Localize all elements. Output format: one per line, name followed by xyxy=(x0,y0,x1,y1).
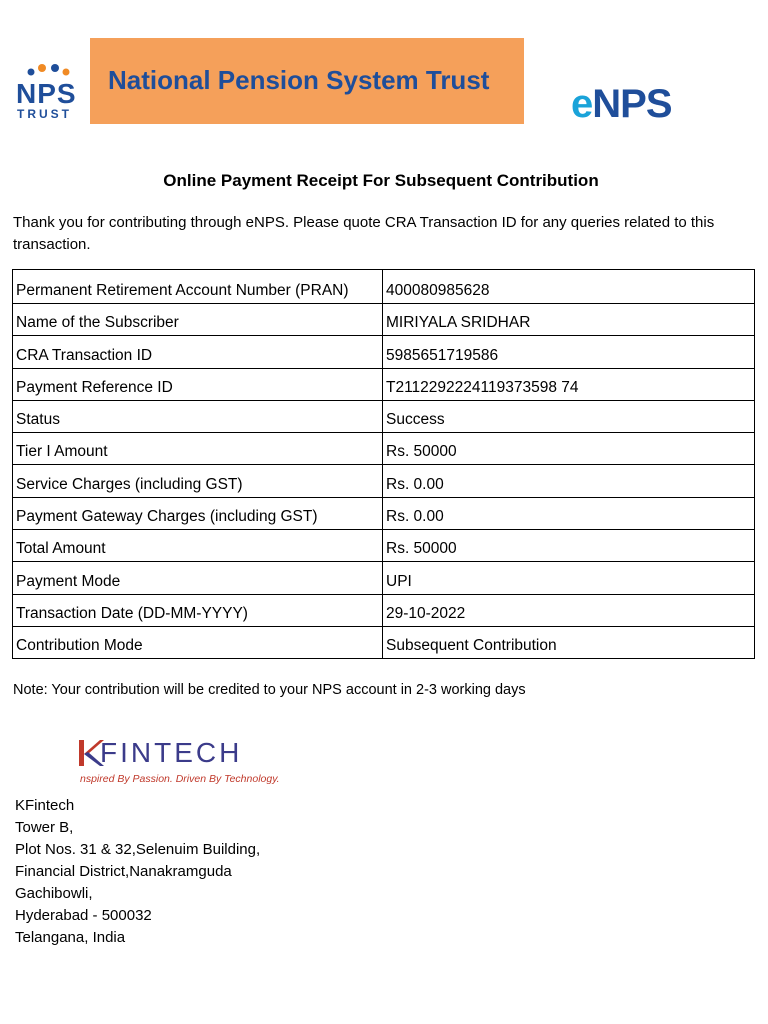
nps-logo-subtext: TRUST xyxy=(17,107,72,121)
table-row xyxy=(13,304,755,336)
kfintech-logo xyxy=(78,736,278,790)
address-line: Gachibowli, xyxy=(15,885,93,902)
table-row xyxy=(13,626,755,658)
address-line: Plot Nos. 31 & 32,Selenuim Building, xyxy=(15,841,261,858)
row-label: Status xyxy=(13,400,383,432)
enps-logo-e: e xyxy=(571,82,593,126)
table-row xyxy=(13,562,755,594)
table-row xyxy=(13,530,755,562)
table-row xyxy=(13,400,755,432)
receipt-title: Online Payment Receipt For Subsequent Contribution xyxy=(163,171,599,190)
receipt-details-body xyxy=(13,270,755,659)
row-label: Payment Gateway Charges (including GST) xyxy=(13,497,383,529)
table-row xyxy=(13,594,755,626)
row-label: Total Amount xyxy=(13,530,383,562)
banner-title: National Pension System Trust xyxy=(108,65,490,95)
credit-note: Note: Your contribution will be credited to your NPS account in 2-3 working days xyxy=(13,682,526,698)
nps-logo-dots-icon xyxy=(26,60,72,76)
kfintech-tagline: nspired By Passion. Driven By Technology. xyxy=(80,773,280,785)
row-value: Rs. 0.00 xyxy=(383,497,755,529)
address-line: Financial District,Nanakramguda xyxy=(15,863,232,880)
row-value: 29-10-2022 xyxy=(383,594,755,626)
row-value: Rs. 0.00 xyxy=(383,465,755,497)
kfintech-wordmark: FINTECH xyxy=(100,737,243,768)
nps-trust-logo xyxy=(12,38,98,124)
table-row xyxy=(13,270,755,304)
receipt-details-table xyxy=(12,269,755,659)
row-value: T2112292224119373598 74 xyxy=(383,368,755,400)
table-row xyxy=(13,497,755,529)
row-label: CRA Transaction ID xyxy=(13,336,383,368)
row-label: Contribution Mode xyxy=(13,626,383,658)
row-value: Subsequent Contribution xyxy=(383,626,755,658)
row-value: 400080985628 xyxy=(383,270,755,304)
row-label: Payment Mode xyxy=(13,562,383,594)
header-banner xyxy=(12,38,524,124)
address-line: KFintech xyxy=(15,797,75,814)
enps-logo xyxy=(571,84,672,124)
row-value: UPI xyxy=(383,562,755,594)
row-label: Tier I Amount xyxy=(13,433,383,465)
address-line: Tower B, xyxy=(15,819,74,836)
table-row xyxy=(13,465,755,497)
address-line: Hyderabad - 500032 xyxy=(15,907,152,924)
row-value: 5985651719586 xyxy=(383,336,755,368)
nps-logo-text: NPS xyxy=(16,78,77,109)
kfintech-address xyxy=(15,795,260,949)
row-value: MIRIYALA SRIDHAR xyxy=(383,304,755,336)
thanks-message: Thank you for contributing through eNPS. Please quote CRA Transaction ID for any queries related to this transaction. xyxy=(13,214,715,253)
table-row xyxy=(13,433,755,465)
row-label: Permanent Retirement Account Number (PRAN) xyxy=(13,270,383,304)
address-line: Telangana, India xyxy=(15,929,126,946)
row-value: Rs. 50000 xyxy=(383,433,755,465)
row-label: Transaction Date (DD-MM-YYYY) xyxy=(13,594,383,626)
table-row xyxy=(13,368,755,400)
table-row xyxy=(13,336,755,368)
enps-logo-nps: NPS xyxy=(592,82,672,126)
row-label: Service Charges (including GST) xyxy=(13,465,383,497)
row-label: Name of the Subscriber xyxy=(13,304,383,336)
row-label: Payment Reference ID xyxy=(13,368,383,400)
row-value: Rs. 50000 xyxy=(383,530,755,562)
row-value: Success xyxy=(383,400,755,432)
